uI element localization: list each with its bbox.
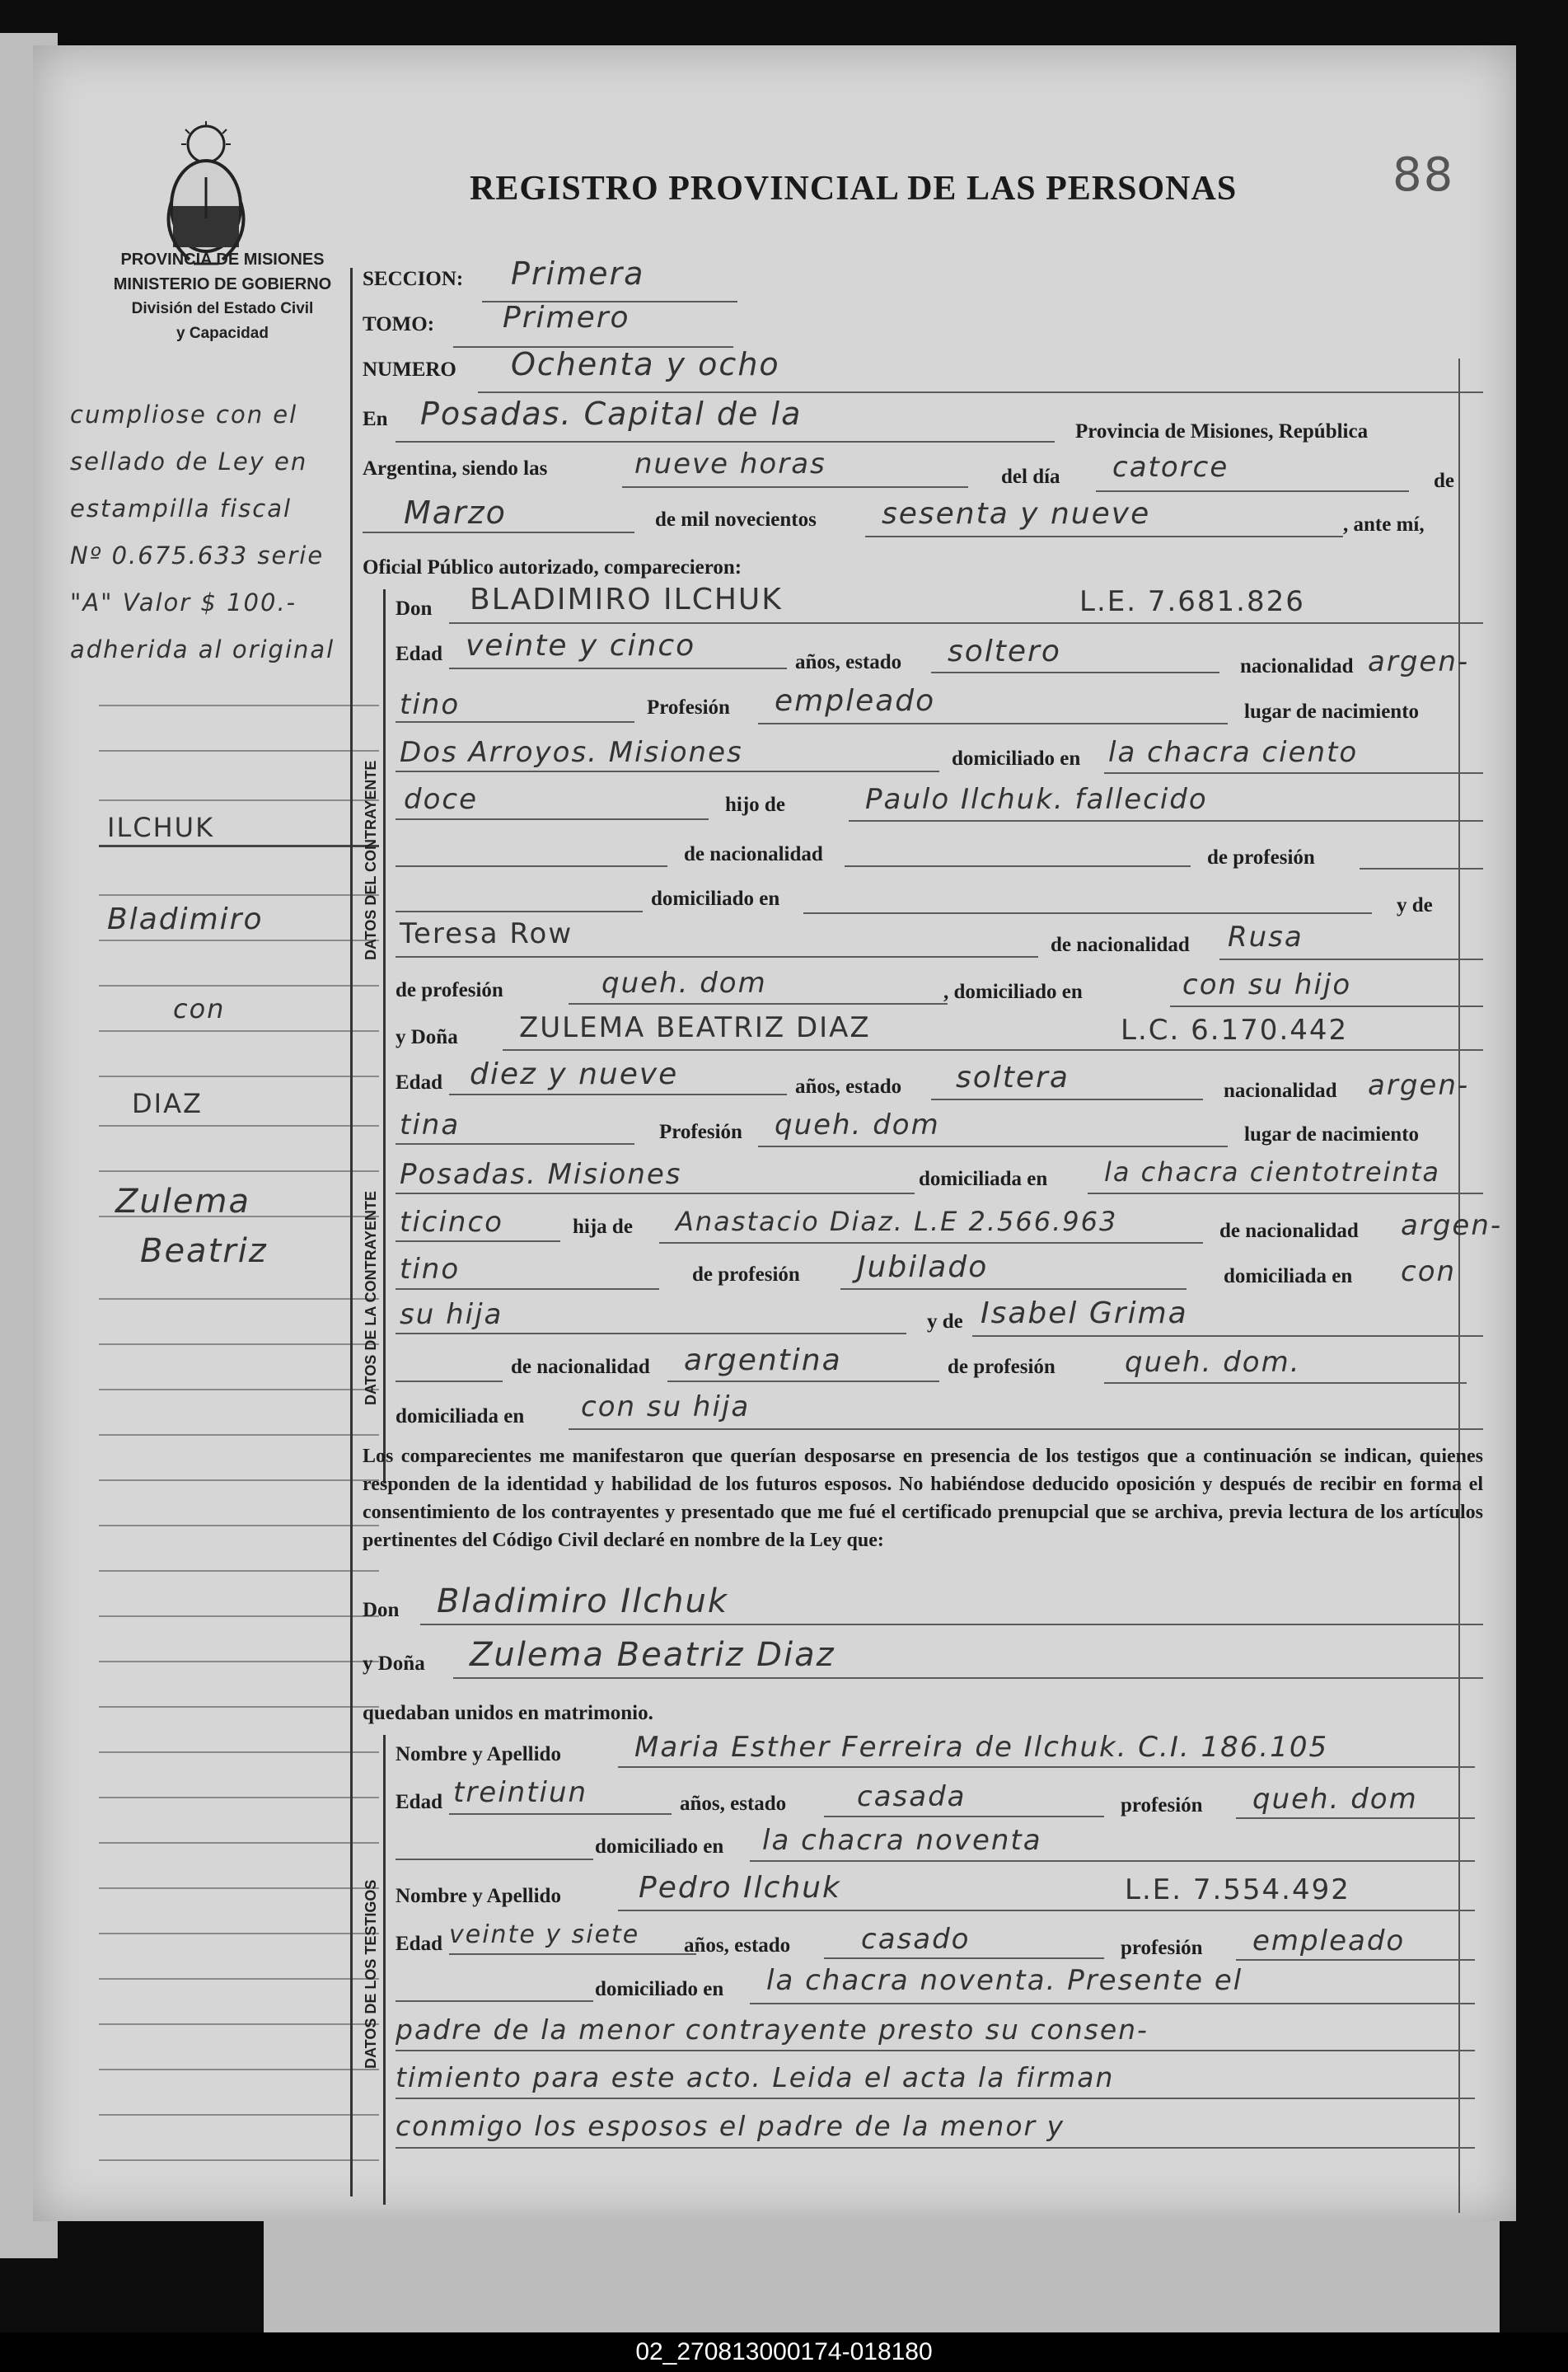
bride-domicilio-2: ticinco [400,1206,503,1239]
bride-madre-prof-label: de profesión [948,1356,1055,1378]
groom-nac-2: tino [400,688,461,721]
bride-hija-label: hija de [573,1216,633,1238]
anio-value: sesenta y nueve [882,497,1151,531]
w2-dom-label: domiciliado en [595,1978,724,2000]
margin-note: cumpliose con el sellado de Ley en estampilla fiscal Nº 0.675.633 serie "A" Valor $ 100.- adherida al original [70,401,335,663]
bride-nac-label: nacionalidad [1224,1080,1337,1102]
lugar-value: Posadas. Capital de la [420,396,803,432]
bride-madre-nac-label: de nacionalidad [511,1356,650,1378]
page-title: REGISTRO PROVINCIAL DE LAS PERSONAS [470,170,1238,208]
groom-nac-label: nacionalidad [1240,655,1354,677]
bride-domicilio-1: la chacra cientotreinta [1104,1156,1440,1188]
bride-lugar-nac: Posadas. Misiones [400,1158,682,1191]
witness-note-line-3: conmigo los esposos el padre de la menor y [396,2110,1065,2142]
bride-madre-nac: argentina [684,1343,842,1377]
groom-madre-dom: con su hijo [1182,968,1352,1001]
w2-name: Pedro Ilchuk [639,1871,841,1905]
groom-de-nac-label: de nacionalidad [684,843,823,865]
mil-label: de mil novecientos [655,509,817,531]
margin-surname-groom: ILCHUK [107,812,215,843]
w1-edad: treintiun [453,1776,588,1809]
document-page [33,45,1516,2221]
decl-closing: quedaban unidos en matrimonio. [363,1702,653,1724]
bride-name: ZULEMA BEATRIZ DIAZ [519,1011,871,1044]
margin-name-bride-2: Beatriz [140,1232,268,1270]
bride-nac-1: argen- [1368,1069,1470,1102]
tomo-value: Primero [503,301,630,335]
witness-note-line-1: padre de la menor contrayente presto su consen- [396,2013,1149,2046]
provincia-label: Provincia de Misiones, República [1075,420,1369,443]
bride-padre-nac-1: argen- [1401,1209,1503,1242]
bride-madre-prof: queh. dom. [1125,1346,1301,1379]
bride-estado: soltera [956,1061,1070,1095]
form-frame-left [350,268,353,2196]
groom-lugar-nac: Dos Arroyos. Misiones [400,736,743,769]
groom-madre-prof: queh. dom [601,967,767,1000]
groom-dom-label: domiciliado en [952,748,1081,770]
bride-dona-label: y Doña [396,1026,458,1048]
oficial-label: Oficial Público autorizado, comparecieron: [363,556,742,579]
form-frame-right [1458,359,1460,2213]
page-number: 88 [1392,148,1455,202]
org-ministry: MINISTERIO DE GOBIERNO [113,275,332,293]
org-province: PROVINCIA DE MISIONES [120,251,325,269]
groom-document: L.E. 7.681.826 [1079,585,1305,618]
bride-padre-dom-2: su hija [400,1298,503,1331]
groom-madre-nac: Rusa [1228,921,1304,954]
w2-edad-label: Edad [396,1933,442,1955]
groom-madre-dom-label: , domiciliado en [943,981,1083,1003]
bride-lugar-label: lugar de nacimiento [1244,1123,1420,1146]
w1-dom-label: domiciliado en [595,1835,724,1858]
seccion-value: Primera [511,255,645,292]
declaration-text: Los comparecientes me manifestaron que querían desposarse en presencia de los testigos que a continuación se indican, quienes responden de la identidad y habilidad de los futuros esposos. No habiéndose deducido oposición y después de recibir en forma el consentimiento de los contrayentes y presentado que me fué el certificado prenupcial que se archiva, previa lectura de los artículos pertinentes del Código Civil declaré en nombre de la Ley que: [363,1446,1483,1551]
bride-padre-dom-label: domiciliada en [1224,1265,1353,1287]
margin-with: con [173,993,226,1024]
bride-y-de-label: y de [927,1310,963,1333]
groom-don-label: Don [396,598,433,620]
w1-dom: la chacra noventa [762,1824,1042,1857]
w1-edad-label: Edad [396,1791,442,1813]
tomo-label: TOMO: [363,313,435,335]
groom-profesion: empleado [775,684,936,718]
groom-de-prof-label: de profesión [1207,846,1315,869]
margin-name-bride-1: Zulema [115,1183,250,1221]
w1-prof: queh. dom [1252,1783,1418,1816]
bride-profesion: queh. dom [775,1109,940,1141]
w2-estado: casado [861,1923,971,1956]
groom-madre-nac-label: de nacionalidad [1051,934,1190,956]
bride-document: L.C. 6.170.442 [1121,1014,1349,1047]
horas-value: nueve horas [634,448,826,480]
groom-dom2-label: domiciliado en [651,888,780,910]
groom-domicilio-1: la chacra ciento [1108,736,1359,769]
bride-section-label: DATOS DE LA CONTRAYENTE [363,1190,379,1405]
margin-name-groom: Bladimiro [107,902,264,936]
groom-estado: soltero [948,635,1061,668]
org-capacity: y Capacidad [176,325,269,342]
groom-anios-label: años, estado [795,651,902,673]
ante-label: , ante mí, [1343,513,1425,536]
bride-section-bracket [383,1022,386,1484]
groom-hijo-label: hijo de [725,794,785,816]
bride-nac-2: tina [400,1109,461,1141]
bride-madre-dom-label: domiciliada en [396,1405,525,1427]
groom-madre: Teresa Row [400,917,573,950]
w1-prof-label: profesión [1121,1794,1203,1817]
argentina-label: Argentina, siendo las [363,457,548,480]
seccion-label: SECCION: [363,268,464,290]
w2-dom: la chacra noventa. Presente el [766,1964,1243,1997]
groom-domicilio-2: doce [404,783,478,816]
groom-section-bracket [383,589,386,1059]
bride-anios-label: años, estado [795,1076,902,1098]
witness-note-line-2: timiento para este acto. Leida el acta la firman [396,2061,1115,2093]
bride-madre-dom: con su hija [581,1390,751,1423]
w2-prof-label: profesión [1121,1937,1203,1959]
w2-anios-label: años, estado [684,1934,791,1957]
w1-name: Maria Esther Ferreira de Ilchuk. C.I. 186.105 [634,1731,1329,1764]
w1-anios-label: años, estado [680,1793,787,1815]
groom-edad-label: Edad [396,643,442,665]
groom-prof-label: Profesión [647,696,730,719]
bride-madre: Isabel Grima [981,1296,1188,1330]
groom-padre: Paulo Ilchuk. fallecido [865,783,1208,816]
groom-lugar-label: lugar de nacimiento [1244,701,1420,723]
groom-nac-1: argen- [1368,645,1470,678]
numero-value: Ochenta y ocho [511,346,780,382]
bride-padre: Anastacio Diaz. L.E 2.566.963 [676,1206,1118,1237]
decl-groom: Bladimiro Ilchuk [437,1582,729,1620]
decl-dona-label: y Doña [363,1652,425,1675]
org-division: División del Estado Civil [131,300,314,317]
groom-y-de-label: y de [1397,894,1433,916]
w2-name-label: Nombre y Apellido [396,1885,561,1907]
margin-surname-bride: DIAZ [132,1088,203,1119]
groom-section-label: DATOS DEL CONTRAYENTE [363,760,379,960]
de-label: de [1434,470,1454,492]
bride-padre-nac-label: de nacionalidad [1219,1220,1359,1242]
w1-name-label: Nombre y Apellido [396,1743,561,1765]
en-label: En [363,408,388,430]
bride-dom-label: domiciliada en [919,1168,1048,1190]
mes-value: Marzo [404,495,507,531]
decl-don-label: Don [363,1599,400,1621]
bride-prof-label: Profesión [659,1121,742,1143]
bride-padre-prof: Jubilado [857,1250,989,1284]
bride-edad: diez y nueve [470,1057,679,1091]
w2-edad: veinte y siete [449,1920,640,1949]
w2-document: L.E. 7.554.492 [1125,1873,1350,1906]
groom-name: BLADIMIRO ILCHUK [470,583,783,616]
numero-label: NUMERO [363,359,456,381]
groom-madre-prof-label: de profesión [396,979,503,1001]
del-dia-label: del día [1001,466,1060,488]
bride-edad-label: Edad [396,1071,442,1094]
dia-value: catorce [1112,451,1229,484]
w2-prof: empleado [1252,1924,1406,1957]
bride-padre-nac-2: tino [400,1253,461,1286]
decl-bride: Zulema Beatriz Diaz [470,1636,835,1674]
bride-padre-dom-1: con [1401,1255,1457,1288]
bride-padre-prof-label: de profesión [692,1263,800,1286]
witness-section-label: DATOS DE LOS TESTIGOS [363,1879,379,2069]
witness-section-bracket [383,1735,386,2205]
groom-edad: veinte y cinco [466,629,696,663]
w1-estado: casada [857,1780,967,1813]
image-caption: 02_270813000174-018180 [0,2332,1568,2372]
